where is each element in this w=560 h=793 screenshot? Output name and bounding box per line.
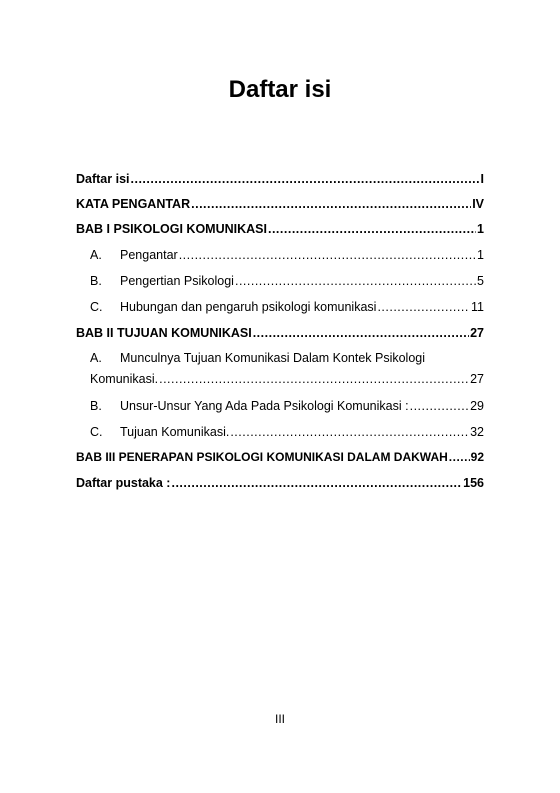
toc-entry-page: 32 <box>470 425 484 439</box>
toc-entry-label: B. <box>90 274 102 288</box>
toc-entry-text: Tujuan Komunikasi. <box>120 425 230 439</box>
toc-entry-1b[interactable] <box>76 273 484 289</box>
toc-entry-page: 5 <box>477 274 484 288</box>
toc-entry-2c[interactable] <box>76 424 484 440</box>
dot-leader <box>131 171 480 187</box>
toc-entry-label: C. <box>90 300 103 314</box>
toc-entry-2a[interactable] <box>76 350 484 387</box>
page-number: III <box>274 712 285 726</box>
toc-entry-text: Unsur-Unsur Yang Ada Pada Psikologi Komunikasi : <box>120 399 409 413</box>
toc-entry-text: KATA PENGANTAR <box>76 197 191 211</box>
toc-entry-label: B. <box>90 399 102 413</box>
toc-entry-text: Daftar isi <box>76 172 130 186</box>
dot-leader <box>179 247 476 263</box>
toc-entry-text: BAB III PENERAPAN PSIKOLOGI KOMUNIKASI DALAM DAKWAH <box>76 450 448 464</box>
toc-entry-bab-1[interactable] <box>76 221 484 237</box>
toc-entry-bab-3[interactable] <box>76 449 484 465</box>
toc-entry-page: 29 <box>470 399 484 413</box>
toc-entry-page: 11 <box>471 300 484 314</box>
toc-entry-daftar-isi[interactable] <box>76 171 484 187</box>
toc-entry-page: 92 <box>470 450 484 464</box>
dot-leader <box>230 424 469 440</box>
toc-entry-text: Munculnya Tujuan Komunikasi Dalam Kontek Psikologi <box>120 351 426 365</box>
dot-leader <box>449 449 470 465</box>
toc-entry-text: Hubungan dan pengaruh psikologi komunikasi <box>120 300 377 314</box>
toc-entry-label: A. <box>90 248 102 262</box>
toc-entry-text: Pengantar <box>120 248 178 262</box>
toc-entry-page: 1 <box>477 248 484 262</box>
toc-entry-text: Daftar pustaka : <box>76 476 171 490</box>
dot-leader <box>159 371 469 387</box>
toc-entry-1c[interactable] <box>76 299 484 315</box>
toc-entry-1a[interactable] <box>76 247 484 263</box>
toc-entry-label: A. <box>90 351 102 365</box>
page-title: Daftar isi <box>228 76 332 103</box>
dot-leader <box>268 221 476 237</box>
toc-entry-page: IV <box>472 197 484 211</box>
toc-entry-bab-2[interactable] <box>76 325 484 341</box>
toc-entry-text: Pengertian Psikologi <box>120 274 234 288</box>
dot-leader <box>235 273 476 289</box>
toc-entry-page: 27 <box>470 326 484 340</box>
toc-entry-page: I <box>480 172 484 186</box>
toc-entry-text: BAB I PSIKOLOGI KOMUNIKASI <box>76 222 267 236</box>
toc-entry-2b[interactable] <box>76 398 484 414</box>
dot-leader <box>253 325 469 341</box>
toc-entry-daftar-pustaka[interactable] <box>76 475 484 491</box>
dot-leader <box>191 196 471 212</box>
toc-entry-page: 156 <box>463 476 484 490</box>
dot-leader <box>410 398 470 414</box>
toc-entry-kata-pengantar[interactable] <box>76 196 484 212</box>
toc-entry-page: 1 <box>477 222 484 236</box>
dot-leader <box>171 475 462 491</box>
toc-entry-label: C. <box>90 425 103 439</box>
toc-entry-text-continued: Komunikasi. <box>90 372 159 386</box>
toc-entry-text: BAB II TUJUAN KOMUNIKASI <box>76 326 252 340</box>
toc-entry-page: 27 <box>470 372 484 386</box>
dot-leader <box>377 299 470 315</box>
